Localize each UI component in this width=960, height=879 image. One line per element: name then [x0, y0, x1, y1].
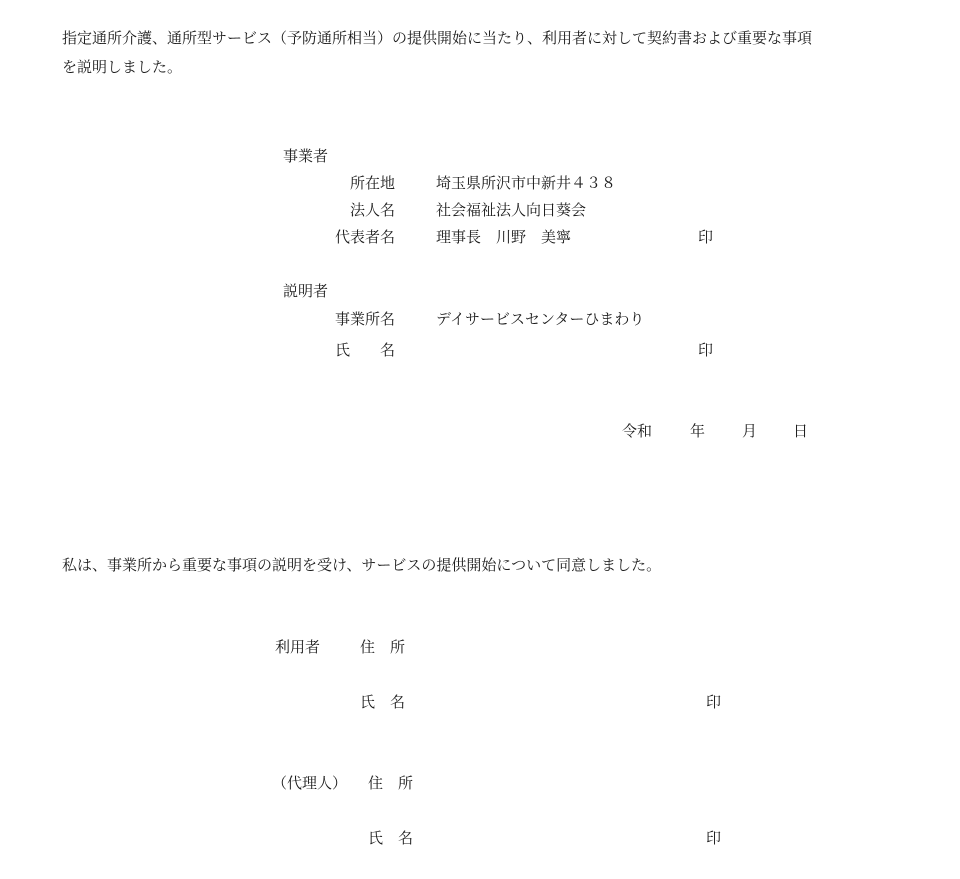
user-heading: 利用者: [275, 638, 321, 656]
explainer-office-value: デイサービスセンターひまわり: [436, 310, 645, 328]
user-seal-mark: 印: [706, 693, 722, 711]
intro-line-1: 指定通所介護、通所型サービス（予防通所相当）の提供開始に当たり、利用者に対して契約書および重要な事項: [62, 29, 813, 47]
operator-corp-value: 社会福祉法人向日葵会: [436, 201, 587, 219]
explainer-office-label: 事業所名: [335, 310, 396, 328]
explainer-heading: 説明者: [283, 282, 329, 300]
operator-address-label: 所在地: [350, 174, 396, 192]
explainer-name-label: 氏 名: [335, 341, 396, 359]
agent-name-label: 氏 名: [368, 829, 414, 847]
user-address-label: 住 所: [360, 638, 406, 656]
operator-seal-mark: 印: [698, 228, 714, 246]
agent-heading: （代理人）: [272, 774, 348, 792]
user-name-label: 氏 名: [360, 693, 406, 711]
date-day: 日: [793, 422, 809, 440]
consent-statement: 私は、事業所から重要な事項の説明を受け、サービスの提供開始について同意しました。: [62, 556, 662, 574]
explainer-seal-mark: 印: [698, 341, 714, 359]
date-era: 令和: [622, 422, 653, 440]
agent-address-label: 住 所: [368, 774, 414, 792]
date-year: 年: [690, 422, 706, 440]
agent-seal-mark: 印: [706, 829, 722, 847]
intro-line-2: を説明しました。: [62, 58, 183, 76]
operator-heading: 事業者: [283, 147, 329, 165]
operator-rep-label: 代表者名: [335, 228, 396, 246]
date-month: 月: [742, 422, 758, 440]
operator-address-value: 埼玉県所沢市中新井４３８: [436, 174, 617, 192]
operator-corp-label: 法人名: [350, 201, 396, 219]
operator-rep-value: 理事長 川野 美寧: [436, 228, 572, 246]
intro-paragraph: [62, 24, 922, 82]
